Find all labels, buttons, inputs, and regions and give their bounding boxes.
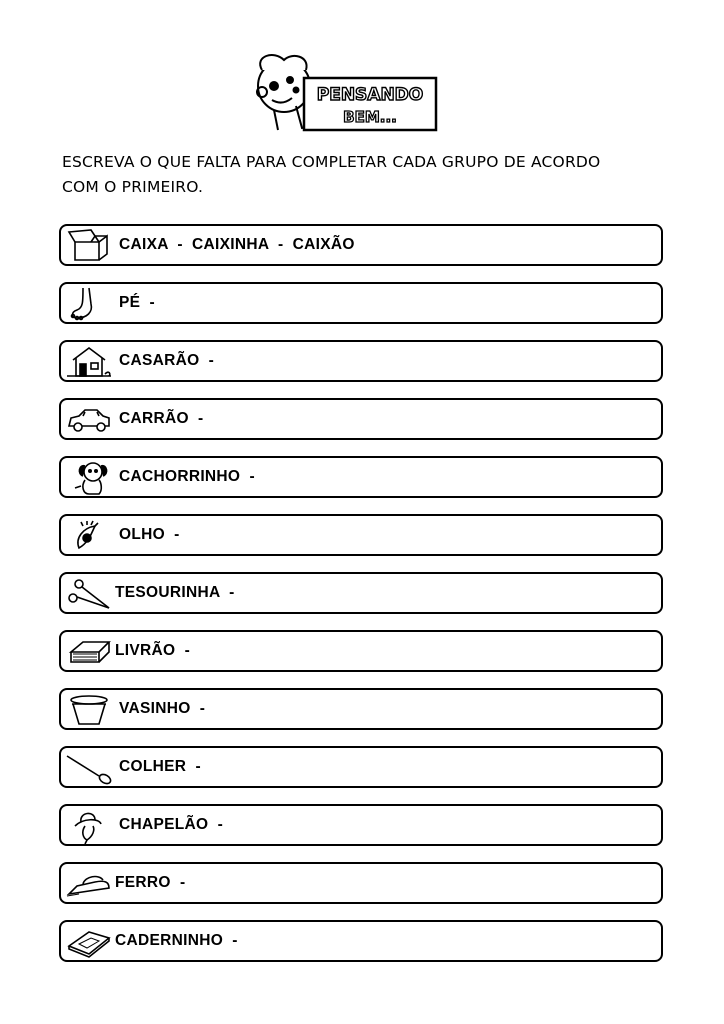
instruction-line-2: COM O PRIMEIRO. — [62, 178, 204, 196]
exercise-row — [59, 514, 663, 556]
row-text: CAIXA - CAIXINHA - CAIXÃO — [119, 236, 355, 253]
box-icon — [65, 228, 113, 264]
exercise-row — [59, 688, 663, 730]
row-text: CARRÃO - — [119, 410, 204, 427]
exercise-row — [59, 398, 663, 440]
row-text: VASINHO - — [119, 700, 206, 717]
exercise-row — [59, 572, 663, 614]
exercise-row — [59, 746, 663, 788]
foot-icon — [65, 286, 113, 322]
exercise-row — [59, 282, 663, 324]
row-text: PÉ - — [119, 294, 155, 311]
iron-icon — [65, 866, 113, 902]
eye-icon — [65, 518, 113, 554]
notebook-icon — [65, 924, 113, 960]
row-text: COLHER - — [119, 758, 201, 775]
row-text: FERRO - — [115, 874, 186, 891]
row-text: CHAPELÃO - — [119, 816, 224, 833]
exercise-row — [59, 456, 663, 498]
exercise-row — [59, 224, 663, 266]
row-text: CADERNINHO - — [115, 932, 238, 949]
row-text: CACHORRINHO - — [119, 468, 255, 485]
book-icon — [65, 634, 113, 670]
exercise-row — [59, 804, 663, 846]
row-text: LIVRÃO - — [115, 642, 191, 659]
scissors-icon — [65, 576, 113, 612]
exercise-row — [59, 920, 663, 962]
row-text: OLHO - — [119, 526, 180, 543]
exercise-row — [59, 630, 663, 672]
puppy-icon — [65, 460, 113, 496]
exercise-row — [59, 862, 663, 904]
house-icon — [65, 344, 113, 380]
spoon-icon — [65, 750, 113, 786]
exercise-row — [59, 340, 663, 382]
pot-icon — [65, 692, 113, 728]
row-text: TESOURINHA - — [115, 584, 235, 601]
row-text: CASARÃO - — [119, 352, 215, 369]
car-icon — [65, 402, 113, 438]
hat-icon — [65, 808, 113, 844]
instruction-line-1: ESCREVA O QUE FALTA PARA COMPLETAR CADA GRUPO DE ACORDO — [62, 153, 601, 171]
logo-title-line2: BEM... — [343, 108, 397, 126]
logo-title-line1: PENSANDO — [316, 85, 424, 105]
